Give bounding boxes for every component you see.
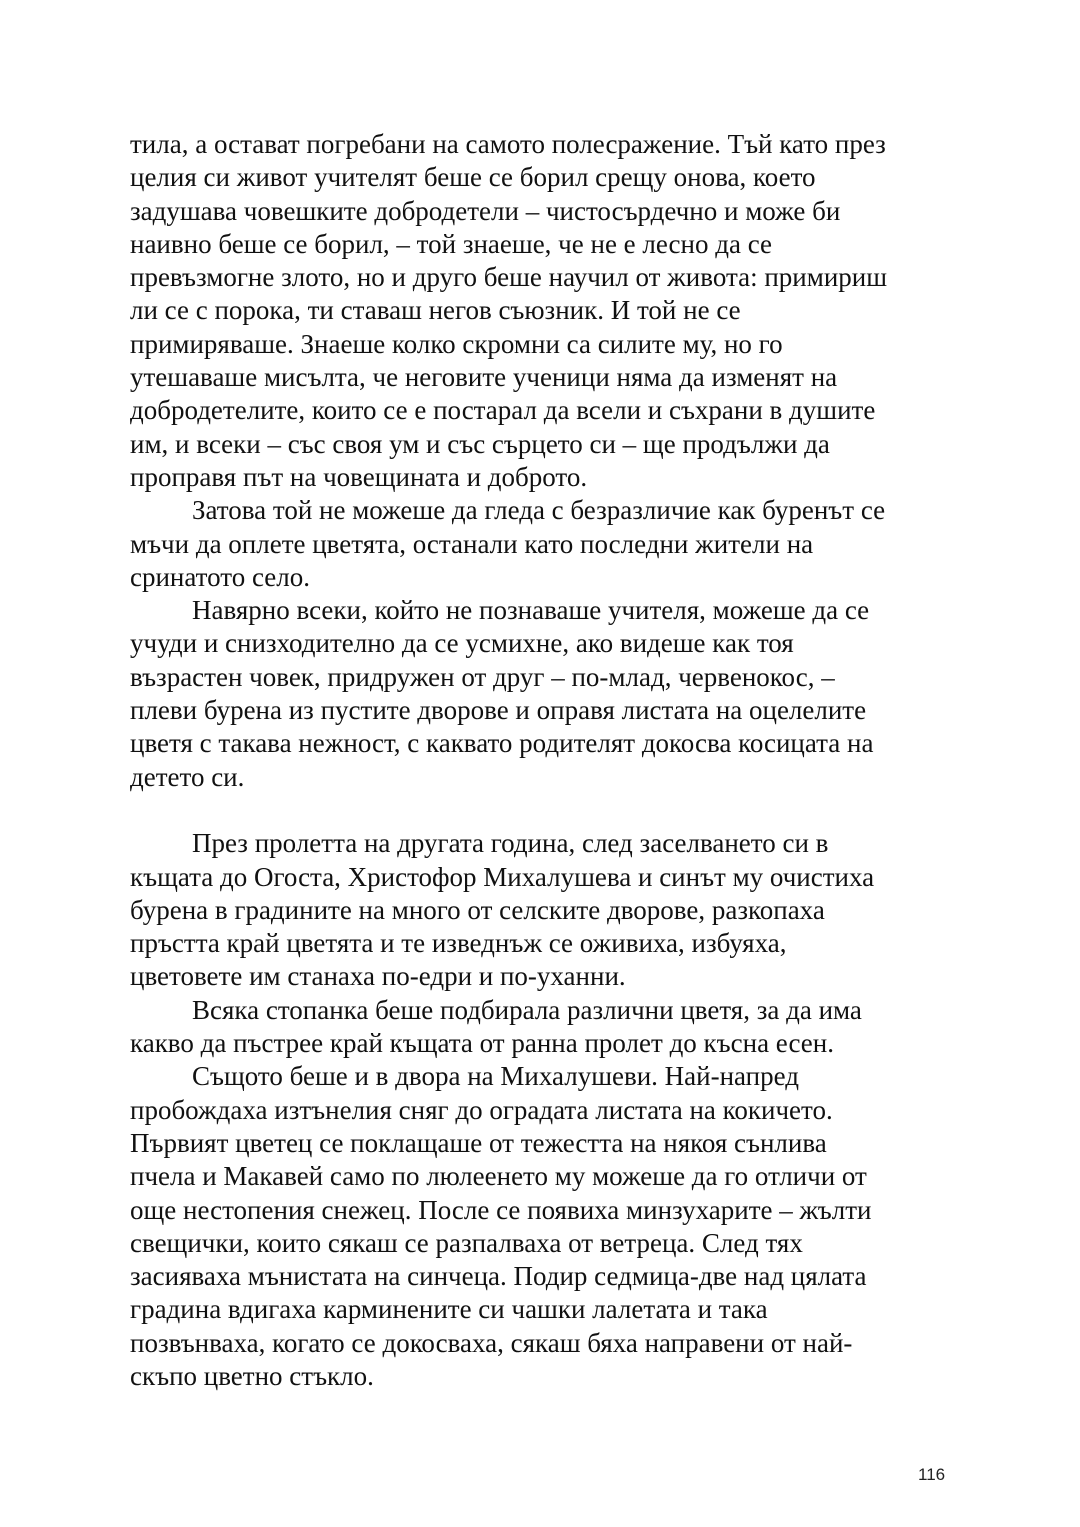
text-line: тила, а остават погребани на самото полесражение. Тъй като през: [130, 129, 886, 159]
section-break: [130, 794, 960, 827]
text-line: Първият цветец се поклащаше от тежестта на някоя сънлива: [130, 1127, 827, 1158]
paragraph-first-line: Всяка стопанка беше подбирала различни цветя, за да има: [192, 994, 862, 1025]
paragraph-first-line: През пролетта на другата година, след заселването си в: [192, 828, 829, 859]
text-line: наивно беше се борил, – той знаеше, че не е лесно да се: [130, 228, 772, 259]
text-line: позвънваха, когато се докосваха, сякаш бяха направени от най-: [130, 1327, 853, 1358]
text-line: детето си.: [130, 761, 245, 792]
text-line: мъчи да оплете цветята, останали като последни жители на: [130, 528, 814, 559]
text-line: градина вдигаха карминените си чашки лалетата и така: [130, 1294, 768, 1325]
paragraph-first-line: Същото беше и в двора на Михалушеви. Най-напред: [192, 1061, 799, 1092]
text-line: пробождаха изтънелия сняг до оградата листата на кокичето.: [130, 1094, 833, 1125]
text-line: им, и всеки – със своя ум и със сърцето си – ще продължи да: [130, 428, 830, 459]
text-line: пчела и Макавей само по люлеенето му можеше да го отличи от: [130, 1161, 867, 1192]
text-line: скъпо цветно стъкло.: [130, 1360, 374, 1391]
text-line: цветя с такава нежност, с каквато родителят докосва косицата на: [130, 728, 874, 759]
text-line: възрастен човек, придружен от друг – по-млад, червенокос, –: [130, 661, 835, 692]
text-line: превъзмогне злото, но и друго беше научил от живота: примириш: [130, 262, 888, 293]
text-line: свещички, които сякаш се разпалваха от ветреца. След тях: [130, 1227, 803, 1258]
paragraph-first-line: Навярно всеки, който не познаваше учителя, можеше да се: [192, 595, 870, 626]
paragraph-first-line: Затова той не можеше да гледа с безразличие как буренът се: [192, 495, 886, 526]
text-line: цветовете им станаха по-едри и по-уханни.: [130, 961, 626, 992]
text-line: примиряваше. Знаеше колко скромни са силите му, но го: [130, 328, 783, 359]
text-line: пръстта край цветята и те изведнъж се оживиха, избуяха,: [130, 928, 787, 959]
text-line: бурена в градините на много от селските дворове, разкопаха: [130, 894, 825, 925]
text-line: какво да пъстрее край къщата от ранна пролет до късна есен.: [130, 1028, 834, 1059]
text-line: още нестопения снежец. После се появиха минзухарите – жълти: [130, 1194, 872, 1225]
text-line: сринатото село.: [130, 561, 310, 592]
text-line: утешаваше мисълта, че неговите ученици няма да изменят на: [130, 362, 838, 393]
text-line: задушава човешките добродетели – чистосърдечно и може би: [130, 195, 841, 226]
body-text: [130, 128, 960, 1393]
text-line: проправя път на човещината и доброто.: [130, 461, 588, 492]
text-line: къщата до Огоста, Христофор Михалушева и синът му очистиха: [130, 861, 875, 892]
text-line: плеви бурена из пустите дворове и оправя листата на оцелелите: [130, 695, 867, 726]
text-line: учуди и снизходително да се усмихне, ако видеше как тоя: [130, 628, 794, 659]
text-line: ли се с порока, ти ставаш негов съюзник. И той не се: [130, 295, 741, 326]
text-line: засияваха мънистата на синчеца. Подир седмица-две над цялата: [130, 1261, 867, 1292]
page-number: 116: [918, 1465, 946, 1484]
text-line: целия си живот учителят беше се борил срещу онова, което: [130, 162, 816, 193]
text-line: добродетелите, които се е постарал да всели и съхрани в душите: [130, 395, 876, 426]
